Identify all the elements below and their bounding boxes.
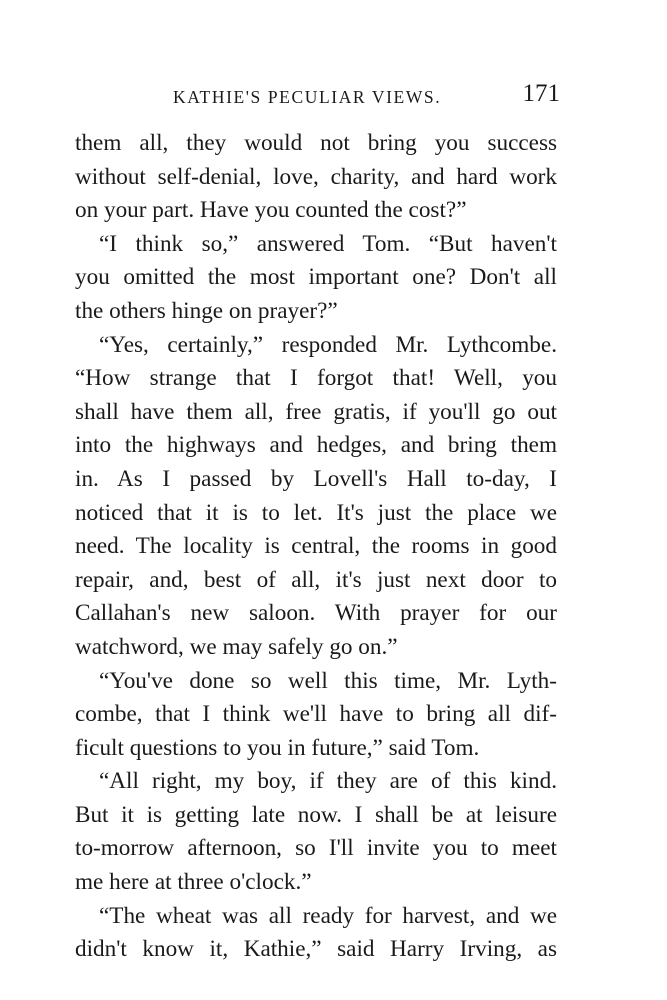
text-line: shall have them all, free gratis, if you'll go out xyxy=(75,398,557,425)
running-head xyxy=(75,80,560,116)
text-line: didn't know it, Kathie,” said Harry Irving, as xyxy=(75,936,557,963)
text-line: “The wheat was all ready for harvest, and we xyxy=(99,902,557,929)
text-line: ficult questions to you in future,” said Tom. xyxy=(75,734,480,761)
text-line: noticed that it is to let. It's just the place we xyxy=(75,499,557,526)
text-line: in. As I passed by Lovell's Hall to-day, I xyxy=(75,465,557,492)
text-line: “You've done so well this time, Mr. Lyth- xyxy=(99,667,557,694)
text-line: you omitted the most important one? Don't all xyxy=(75,264,557,291)
text-line: the others hinge on prayer?” xyxy=(75,297,338,324)
body-text xyxy=(75,127,557,967)
text-line: repair, and, best of all, it's just next door to xyxy=(75,566,557,593)
running-title: KATHIE'S PECULIAR VIEWS. xyxy=(173,87,442,107)
page-number: 171 xyxy=(522,80,560,107)
text-line: them all, they would not bring you success xyxy=(75,130,557,156)
text-line: Callahan's new saloon. With prayer for our xyxy=(75,600,557,627)
text-line: on your part. Have you counted the cost?” xyxy=(75,197,467,224)
text-line: “Yes, certainly,” responded Mr. Lythcombe. xyxy=(99,331,557,358)
text-line: “I think so,” answered Tom. “But haven't xyxy=(99,230,557,257)
text-line: watchword, we may safely go on.” xyxy=(75,633,398,660)
text-line: But it is getting late now. I shall be at leisure xyxy=(75,801,557,828)
text-line: “How strange that I forgot that! Well, you xyxy=(75,365,557,392)
text-line: to-morrow afternoon, so I'll invite you to meet xyxy=(75,835,557,862)
text-line: me here at three o'clock.” xyxy=(75,869,312,896)
text-line: without self-denial, love, charity, and hard work xyxy=(75,163,557,190)
text-line: “All right, my boy, if they are of this kind. xyxy=(99,768,557,795)
text-line: combe, that I think we'll have to bring all dif- xyxy=(75,701,557,728)
text-line: need. The locality is central, the rooms in good xyxy=(75,533,557,560)
text-line: into the highways and hedges, and bring them xyxy=(75,432,557,459)
